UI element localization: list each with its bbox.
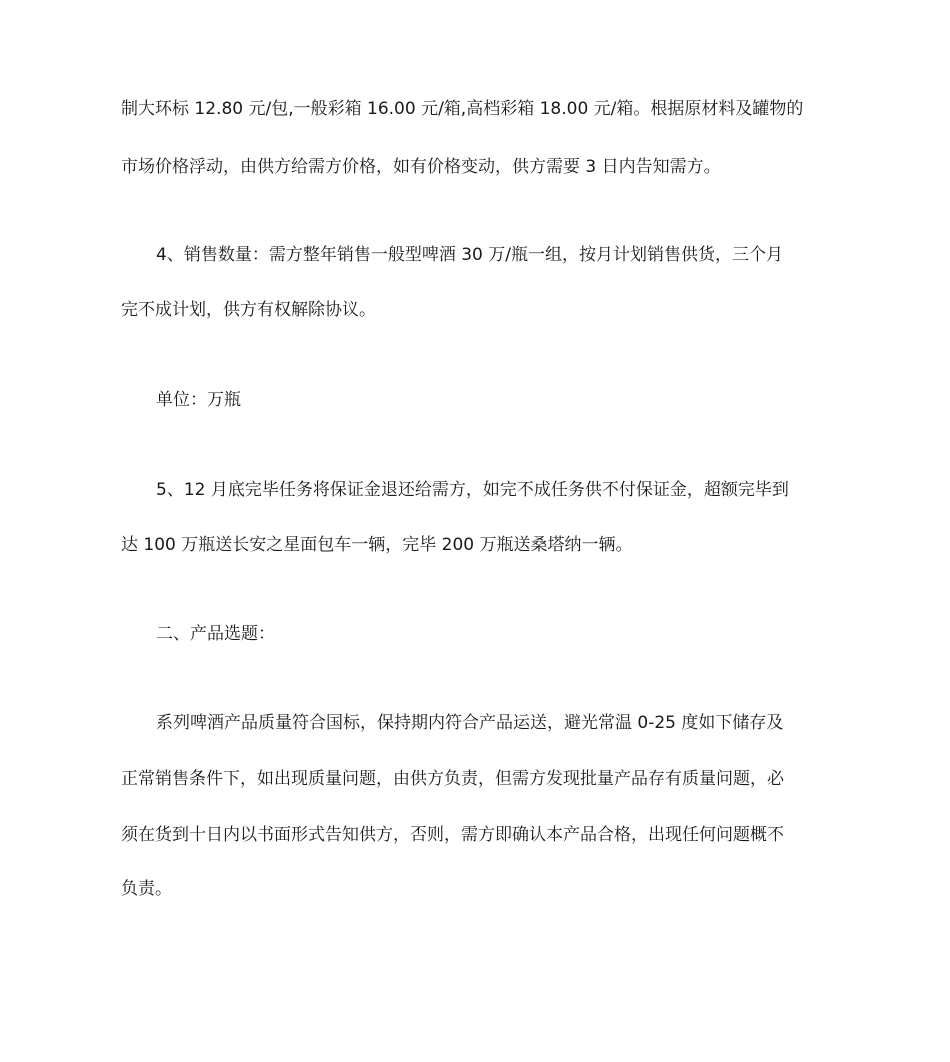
paragraph-line-quality-3: 须在货到十日内以书面形式告知供方，否则，需方即确认本产品合格，出现任何问题概不 (121, 825, 784, 845)
paragraph-line-price-fluctuation: 市场价格浮动，由供方给需方价格，如有价格变动，供方需要 3 日内告知需方。 (121, 157, 721, 177)
paragraph-line-quality-1: 系列啤酒产品质量符合国标，保持期内符合产品运送，避光常温 0-25 度如下储存及 (156, 713, 784, 733)
paragraph-line-sales-quantity-cont: 完不成计划，供方有权解除协议。 (121, 300, 376, 320)
paragraph-line-sales-quantity: 4、销售数量：需方整年销售一般型啤酒 30 万/瓶一组，按月计划销售供货，三个月 (156, 245, 783, 265)
paragraph-line-quality-2: 正常销售条件下，如出现质量问题，由供方负责，但需方发现批量产品存有质量问题，必 (121, 769, 784, 789)
paragraph-line-price-continued: 制大环标 12.80 元/包,一般彩箱 16.00 元/箱,高档彩箱 18.00 元/箱。根据原材料及罐物的 (121, 99, 804, 119)
section-heading-product: 二、产品选题： (156, 624, 275, 644)
unit-label: 单位：万瓶 (156, 390, 241, 410)
paragraph-line-deposit-cont: 达 100 万瓶送长安之星面包车一辆，完毕 200 万瓶送桑塔纳一辆。 (121, 535, 633, 555)
paragraph-line-quality-4: 负责。 (121, 879, 172, 899)
paragraph-line-deposit: 5、12 月底完毕任务将保证金退还给需方，如完不成任务供不付保证金，超额完毕到 (156, 480, 789, 500)
